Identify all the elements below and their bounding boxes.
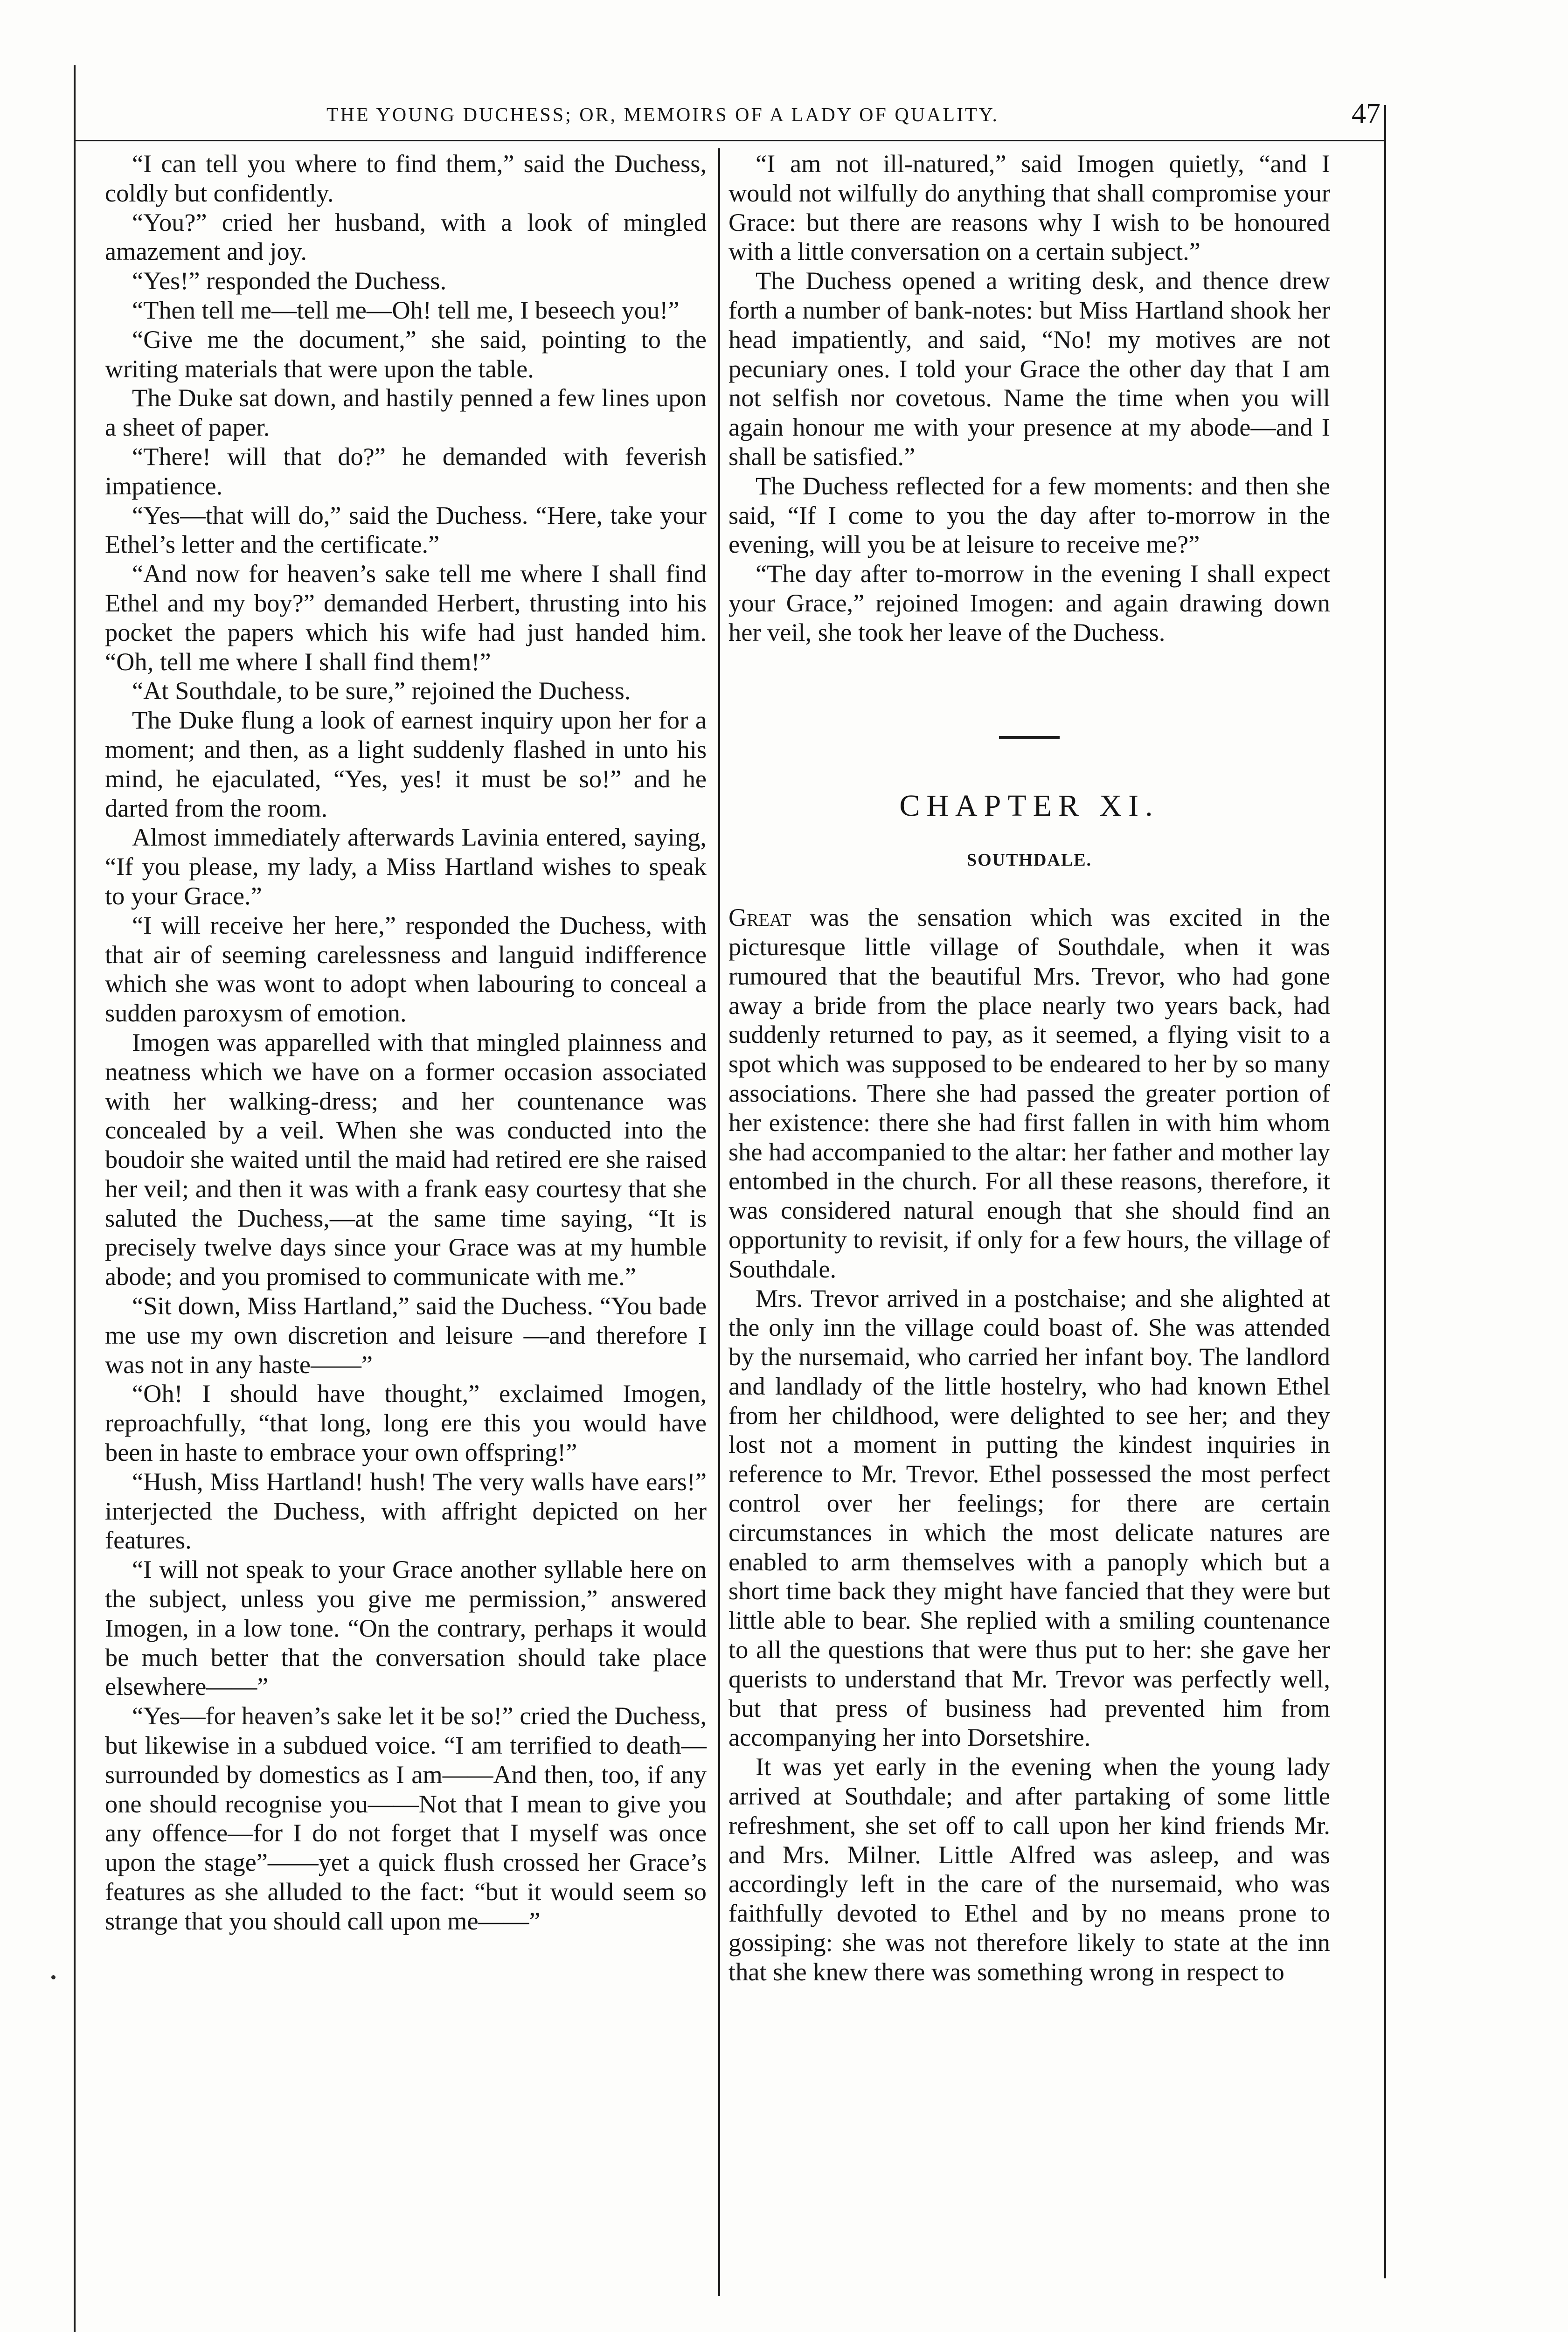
- paragraph: “I will not speak to your Grace another syllable here on the subject, unless you give me permission,” answered Imogen, in a low tone. “On the contrary, perhaps it would be much better that the conversation should take place elsewhere——”: [105, 1555, 707, 1701]
- paragraph: “Yes—for heaven’s sake let it be so!” cried the Duchess, but likewise in a subdued voice. “I am terrified to death—surrounded by domestics as I am——And then, too, if any one should recognise you——Not that I mean to give you any offence—for I do not forget that I myself was once upon the stage”——yet a quick flush crossed her Grace’s features as she alluded to the fact: “but it would seem so strange that you should call upon me——”: [105, 1702, 707, 1935]
- ink-speck: [51, 1975, 56, 1979]
- column-divider-rule: [718, 148, 720, 2296]
- left-column: [105, 149, 707, 1936]
- drop-word: Great: [728, 903, 791, 932]
- chapter-divider: [999, 736, 1060, 739]
- paragraph: The Duchess opened a writing desk, and thence drew forth a number of bank-notes: but Miss Hartland shook her head impatiently, and said, “No! my motives are not pecuniary ones. I told your Grace the other day that I am not selfish nor covetous. Name the time when you will again honour me with your presence at my abode—and I shall be satisfied.”: [728, 267, 1330, 471]
- page-number: 47: [1352, 98, 1381, 130]
- paragraph: Almost immediately afterwards Lavinia entered, saying, “If you please, my lady, a Miss Hartland wishes to speak to your Grace.”: [105, 823, 707, 910]
- running-title: THE YOUNG DUCHESS; OR, MEMOIRS OF A LADY OF QUALITY.: [326, 104, 999, 126]
- paragraph: It was yet early in the evening when the young lady arrived at Southdale; and after partaking of some little refreshment, she set off to call upon her kind friends Mr. and Mrs. Milner. Little Alfred was asleep, and was accordingly left in the care of the nursemaid, who was faithfully devoted to Ethel and by no means prone to gossiping: she was not therefore likely to state at the inn that she knew there was something wrong in respect to: [728, 1753, 1330, 1986]
- header-rule: [74, 140, 1386, 141]
- paragraph: “I am not ill-natured,” said Imogen quietly, “and I would not wilfully do anything that shall compromise your Grace: but there are reasons why I wish to be honoured with a little conversation on a certain subject.”: [728, 150, 1330, 266]
- paragraph: “I can tell you where to find them,” said the Duchess, coldly but confidently.: [105, 150, 707, 207]
- chapter-subtitle: SOUTHDALE.: [966, 850, 1092, 870]
- paragraph: The Duke sat down, and hastily penned a few lines upon a sheet of paper.: [105, 384, 707, 442]
- outer-right-rule: [1384, 105, 1386, 2278]
- paragraph: Mrs. Trevor arrived in a postchaise; and she alighted at the only inn the village could boast of. She was attended by the nursemaid, who carried her infant boy. The landlord and landlady of the little hostelry, who had known Ethel from her childhood, were delighted to see her; and they lost not a moment in putting the kindest inquiries in reference to Mr. Trevor. Ethel possessed the most perfect control over her feelings; for there are certain circumstances in which the most delicate natures are enabled to arm themselves with a panoply which but a short time back they might have fancied that they were but little able to bear. She replied with a smiling countenance to all the questions that were thus put to her: she gave her querists to understand that Mr. Trevor was perfectly well, but that press of business had prevented him from accompanying her into Dorsetshire.: [728, 1284, 1330, 1752]
- paragraph: The Duke flung a look of earnest inquiry upon her for a moment; and then, as a light suddenly flashed in unto his mind, he ejaculated, “Yes, yes! it must be so!” and he darted from the room.: [105, 706, 707, 822]
- paragraph: “Sit down, Miss Hartland,” said the Duchess. “You bade me use my own discretion and leisure —and therefore I was not in any haste——”: [105, 1292, 707, 1379]
- chapter-opening-paragraph: [728, 903, 1330, 1284]
- paragraph: The Duchess reflected for a few moments: and then she said, “If I come to you the day after to-morrow in the evening, will you be at leisure to receive me?”: [728, 472, 1330, 559]
- paragraph: “Hush, Miss Hartland! hush! The very walls have ears!” interjected the Duchess, with affright depicted on her features.: [105, 1467, 707, 1555]
- paragraph: “Yes!” responded the Duchess.: [132, 267, 447, 295]
- paragraph: “There! will that do?” he demanded with feverish impatience.: [105, 442, 707, 500]
- paragraph: “And now for heaven’s sake tell me where I shall find Ethel and my boy?” demanded Herbert, thrusting into his pocket the papers which his wife had just handed him. “Oh, tell me where I shall find them!”: [105, 560, 707, 676]
- paragraph: “Yes—that will do,” said the Duchess. “Here, take your Ethel’s letter and the certificate.”: [105, 501, 707, 559]
- page-header: [75, 96, 1385, 138]
- paragraph: Imogen was apparelled with that mingled plainness and neatness which we have on a former occasion associated with her walking-dress; and her countenance was concealed by a veil. When she was conducted into the boudoir she waited until the maid had retired ere she raised her veil; and then it was with a frank easy courtesy that she saluted the Duchess,—at the same time saying, “It is precisely twelve days since your Grace was at my humble abode; and you promised to communicate with me.”: [105, 1028, 707, 1291]
- opening-paragraph-text: was the sensation which was excited in the picturesque little village of Southdale, when it was rumoured that the beautiful Mrs. Trevor, who had gone away a bride from the place nearly two years back, had suddenly returned to pay, as it seemed, a flying visit to a spot which was supposed to be endeared to her by so many associations. There she had passed the greater portion of her existence: there she had first fallen in with him whom she had accompanied to the altar: her father and mother lay entombed in the church. For all these reasons, therefore, it was considered natural enough that she should find an opportunity to revisit, if only for a few hours, the village of Southdale.: [728, 903, 1330, 1283]
- paragraph: “The day after to-morrow in the evening I shall expect your Grace,” rejoined Imogen: and again drawing down her veil, she took her leave of the Duchess.: [728, 560, 1330, 646]
- chapter-title: CHAPTER XI.: [899, 788, 1159, 823]
- paragraph: “Then tell me—tell me—Oh! tell me, I beseech you!”: [132, 296, 680, 324]
- right-column: [728, 149, 1330, 1987]
- paragraph: “Give me the document,” she said, pointing to the writing materials that were upon the table.: [105, 325, 707, 383]
- paragraph: “I will receive her here,” responded the Duchess, with that air of seeming carelessness and languid indifference which she was wont to adopt when labouring to conceal a sudden paroxysm of emotion.: [105, 911, 707, 1027]
- paragraph: “You?” cried her husband, with a look of mingled amazement and joy.: [105, 208, 707, 266]
- outer-left-rule: [74, 65, 76, 2332]
- paragraph: “Oh! I should have thought,” exclaimed Imogen, reproachfully, “that long, long ere this you would have been in haste to embrace your own offspring!”: [105, 1380, 707, 1467]
- paragraph: “At Southdale, to be sure,” rejoined the Duchess.: [132, 677, 631, 705]
